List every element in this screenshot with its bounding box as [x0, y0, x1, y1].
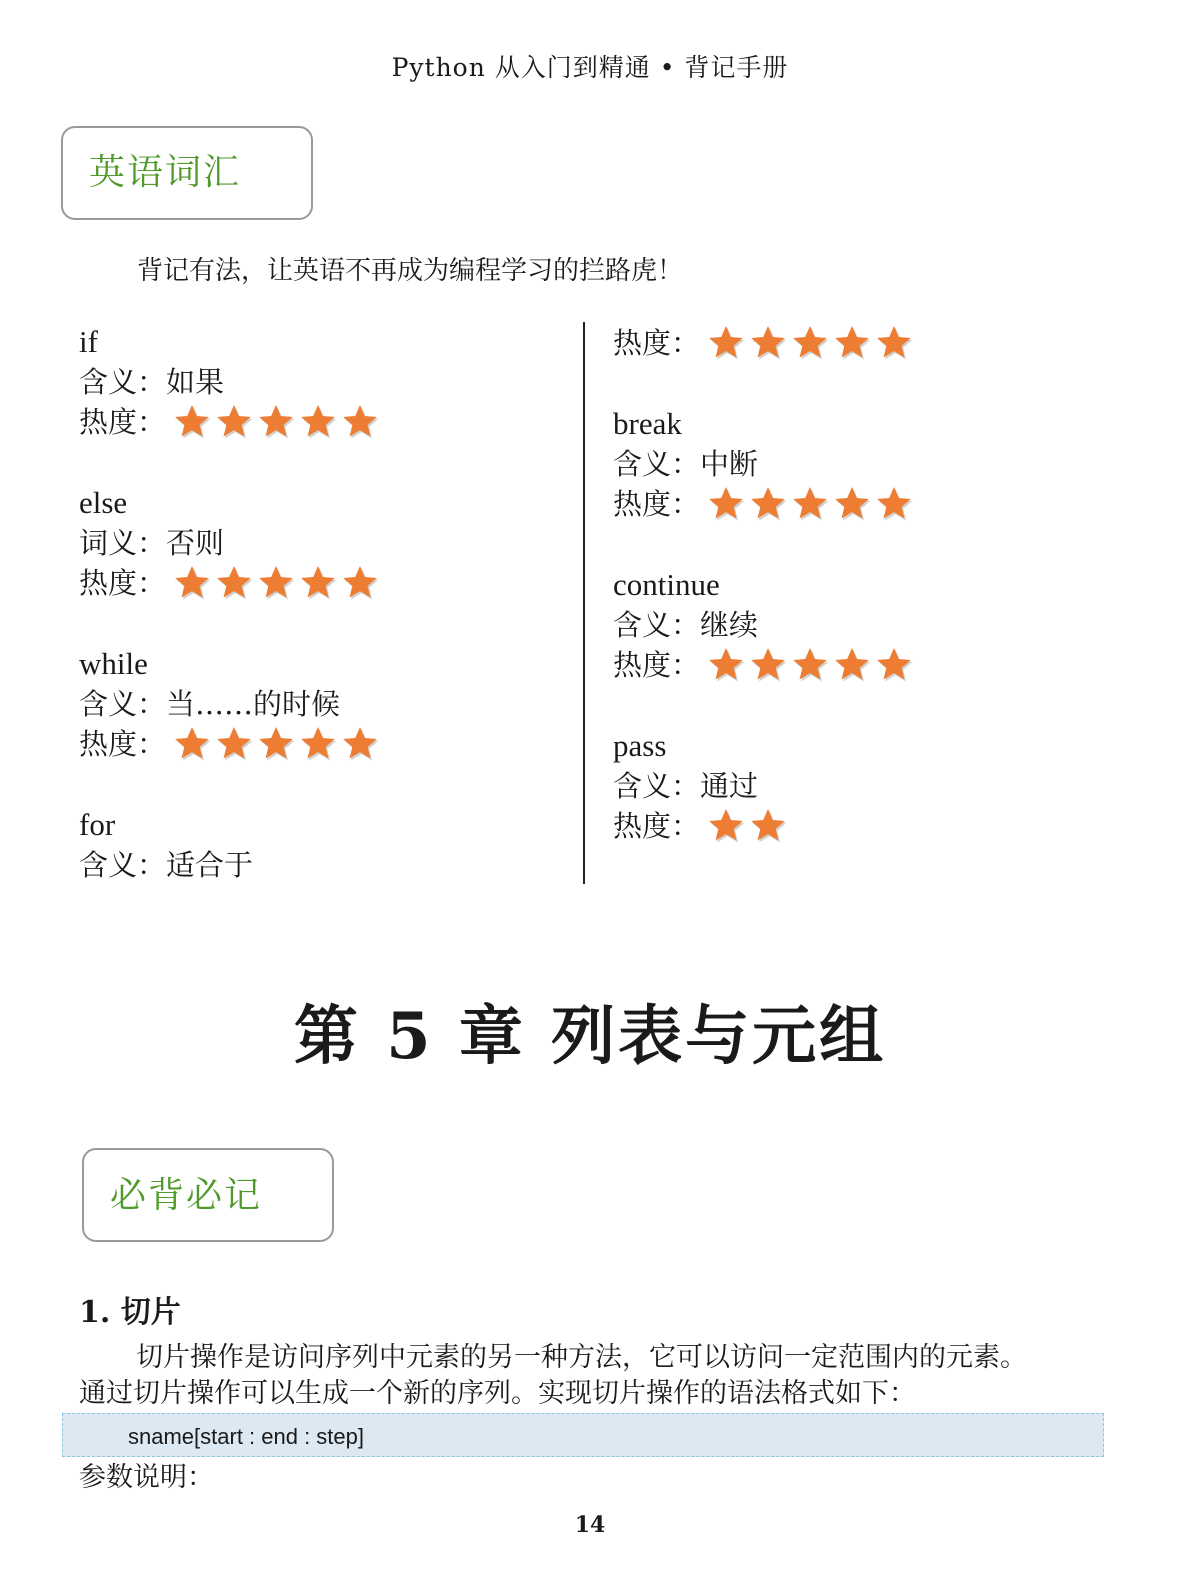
params-label: 参数说明： — [79, 1462, 214, 1493]
meaning-value: 中断 — [700, 447, 759, 481]
vocab-heat-line — [613, 484, 1133, 524]
vocab-left-column — [79, 322, 559, 885]
slicing-paragraph-1: 切片操作是访问序列中元素的另一种方法，它可以访问一定范围内的元素。 — [136, 1342, 1027, 1373]
heat-label: 热度： — [613, 648, 701, 682]
vocab-word: if — [79, 324, 98, 359]
column-divider — [583, 322, 585, 884]
vocab-heat-line — [613, 645, 1133, 685]
star-icon — [298, 724, 338, 764]
star-icon — [256, 402, 296, 442]
heat-stars — [172, 563, 380, 603]
heat-label: 热度： — [79, 727, 167, 761]
vocab-meaning-line — [613, 605, 1133, 645]
memo-section-title: 必背必记 — [110, 1175, 263, 1216]
star-icon — [790, 484, 830, 524]
star-icon — [214, 402, 254, 442]
vocab-meaning-line — [613, 444, 1133, 484]
vocab-right-column — [613, 323, 1133, 846]
vocab-entry-if — [79, 322, 559, 442]
heat-label: 热度： — [613, 487, 701, 521]
vocab-section-title: 英语词汇 — [89, 152, 242, 193]
vocab-word: else — [79, 485, 128, 520]
vocab-entry-for — [79, 805, 559, 885]
meaning-label: 词义： — [79, 526, 167, 560]
vocab-heat-line — [79, 724, 559, 764]
vocab-word: while — [79, 646, 148, 681]
heat-label: 热度： — [613, 326, 701, 360]
meaning-label: 含义： — [79, 365, 167, 399]
slicing-heading: 1. 切片 — [79, 1295, 181, 1330]
star-icon — [874, 323, 914, 363]
star-icon — [340, 724, 380, 764]
star-icon — [214, 724, 254, 764]
vocab-section-box — [61, 126, 313, 220]
meaning-value: 如果 — [166, 365, 225, 399]
heat-stars — [706, 323, 914, 363]
star-icon — [706, 645, 746, 685]
star-icon — [790, 645, 830, 685]
vocab-meaning-line — [79, 523, 559, 563]
star-icon — [256, 563, 296, 603]
star-icon — [748, 323, 788, 363]
star-icon — [790, 323, 830, 363]
heat-stars — [706, 484, 914, 524]
star-icon — [706, 484, 746, 524]
star-icon — [340, 402, 380, 442]
heat-label: 热度： — [613, 809, 701, 843]
vocab-heat-line — [613, 806, 1133, 846]
star-icon — [298, 402, 338, 442]
meaning-value: 通过 — [700, 769, 759, 803]
star-icon — [874, 484, 914, 524]
star-icon — [874, 645, 914, 685]
star-icon — [298, 563, 338, 603]
page-number: 14 — [574, 1512, 606, 1538]
vocab-meaning-line — [613, 766, 1133, 806]
memo-section-box — [82, 1148, 334, 1242]
vocab-heat-line — [79, 402, 559, 442]
vocab-meaning-line — [79, 362, 559, 402]
meaning-value: 适合于 — [166, 848, 254, 882]
vocab-heat-line — [613, 323, 1133, 363]
slicing-paragraph-2: 通过切片操作可以生成一个新的序列。实现切片操作的语法格式如下： — [79, 1378, 916, 1409]
meaning-value: 继续 — [700, 608, 759, 642]
vocab-meaning-line — [79, 845, 559, 885]
running-header: Python 从入门到精通 • 背记手册 — [391, 53, 789, 82]
star-icon — [172, 724, 212, 764]
meaning-label: 含义： — [613, 608, 701, 642]
vocab-word: pass — [613, 728, 667, 763]
meaning-label: 含义： — [79, 687, 167, 721]
star-icon — [832, 645, 872, 685]
star-icon — [706, 806, 746, 846]
meaning-label: 含义： — [613, 447, 701, 481]
heat-stars — [706, 645, 914, 685]
star-icon — [172, 563, 212, 603]
vocab-entry-continue — [613, 565, 1133, 685]
meaning-value: 当……的时候 — [166, 687, 341, 721]
heat-label: 热度： — [79, 405, 167, 439]
code-syntax: sname[start : end : step] — [128, 1424, 365, 1449]
vocab-entry-else — [79, 483, 559, 603]
meaning-label: 含义： — [613, 769, 701, 803]
meaning-value: 否则 — [166, 526, 225, 560]
heat-stars — [172, 724, 380, 764]
star-icon — [832, 323, 872, 363]
star-icon — [256, 724, 296, 764]
vocab-word: break — [613, 406, 682, 441]
heat-stars — [172, 402, 380, 442]
star-icon — [832, 484, 872, 524]
star-icon — [172, 402, 212, 442]
vocab-meaning-line — [79, 684, 559, 724]
star-icon — [748, 806, 788, 846]
star-icon — [340, 563, 380, 603]
vocab-word: for — [79, 807, 116, 842]
meaning-label: 含义： — [79, 848, 167, 882]
vocab-entry-break — [613, 404, 1133, 524]
vocab-entry-while — [79, 644, 559, 764]
chapter-title: 第 5 章 列表与元组 — [293, 999, 887, 1074]
star-icon — [748, 645, 788, 685]
vocab-heat-line — [79, 563, 559, 603]
star-icon — [214, 563, 254, 603]
vocab-word: continue — [613, 567, 720, 602]
heat-label: 热度： — [79, 566, 167, 600]
heat-stars — [706, 806, 788, 846]
star-icon — [706, 323, 746, 363]
vocab-entry-pass — [613, 726, 1133, 846]
star-icon — [748, 484, 788, 524]
vocab-intro: 背记有法，让英语不再成为编程学习的拦路虎！ — [137, 256, 684, 286]
